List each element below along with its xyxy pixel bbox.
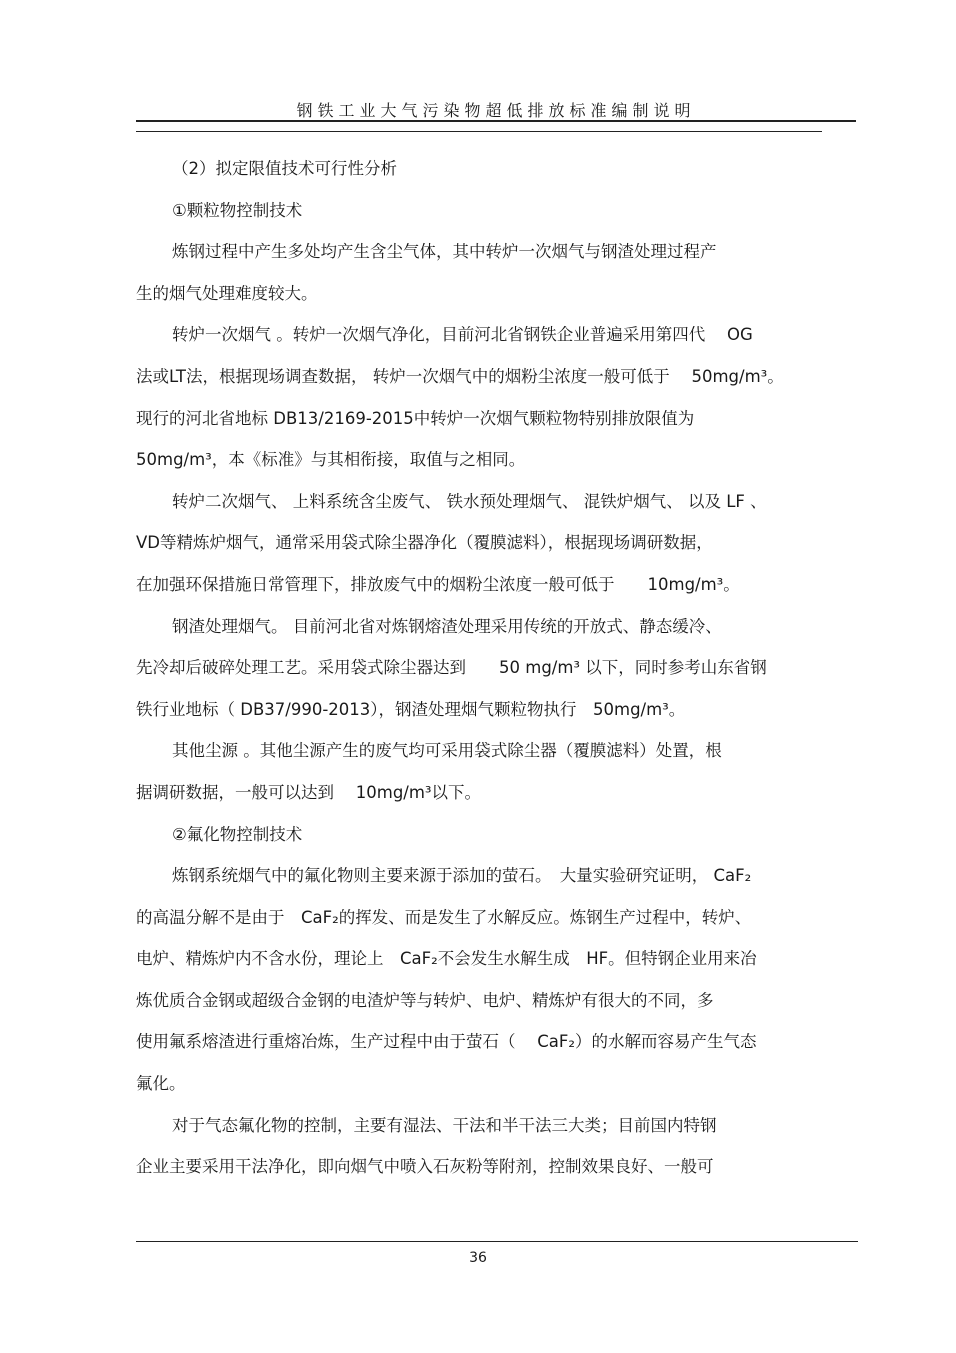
text-line: 转炉一次烟气 。转炉一次烟气净化，目前河北省钢铁企业普遍采用第四代 OG	[172, 325, 753, 345]
text-line: 企业主要采用干法净化，即向烟气中喷入石灰粉等附剂，控制效果良好、一般可	[136, 1157, 714, 1177]
text-line: 炼优质合金钢或超级合金钢的电渣炉等与转炉、电炉、精炼炉有很大的不同，多	[136, 990, 714, 1010]
text-line: 对于气态氟化物的控制，主要有湿法、干法和半干法三大类；目前国内特钢	[172, 1115, 717, 1135]
text-line: ①颗粒物控制技术	[172, 200, 303, 220]
body-text	[136, 148, 826, 1188]
page-number: 36	[469, 1250, 487, 1266]
text-line: 钢渣处理烟气。 目前河北省对炼钢熔渣处理采用传统的开放式、静态缓冷、	[172, 616, 722, 636]
text-line: 先冷却后破碎处理工艺。采用袋式除尘器达到 50 mg/m³ 以下，同时参考山东省钢	[136, 658, 767, 678]
text-line: 的高温分解不是由于 CaF₂的挥发、而是发生了水解反应。炼钢生产过程中，转炉、	[136, 907, 752, 927]
text-line: 使用氟系熔渣进行重熔冶炼，生产过程中由于萤石（ CaF₂）的水解而容易产生气态	[136, 1032, 757, 1052]
text-line: 氟化。	[136, 1074, 186, 1094]
text-line: 其他尘源 。其他尘源产生的废气均可采用袋式除尘器（覆膜滤料）处置，根	[172, 741, 722, 761]
text-line: 铁行业地标（ DB37/990-2013），钢渣处理烟气颗粒物执行 50mg/m³。	[136, 699, 686, 719]
text-line: VD等精炼炉烟气，通常采用袋式除尘器净化（覆膜滤料），根据现场调研数据，	[136, 533, 713, 553]
text-line: 在加强环保措施日常管理下，排放废气中的烟粉尘浓度一般可低于 10mg/m³。	[136, 574, 740, 594]
text-line: 生的烟气处理难度较大。	[136, 283, 318, 303]
text-line: 法或LT法，根据现场调查数据， 转炉一次烟气中的烟粉尘浓度一般可低于 50mg/m³。	[136, 366, 784, 386]
text-line: 现行的河北省地标 DB13/2169-2015中转炉一次烟气颗粒物特别排放限值为	[136, 408, 695, 428]
header-rule-thin	[136, 131, 822, 132]
text-line: 炼钢过程中产生多处均产生含尘气体，其中转炉一次烟气与钢渣处理过程产	[172, 242, 717, 262]
text-line: （2）拟定限值技术可行性分析	[172, 159, 397, 178]
running-header: 钢铁工业大气污染物超低排放标准编制说明	[296, 101, 696, 120]
text-line: ②氟化物控制技术	[172, 824, 303, 844]
header-rule-thick	[136, 120, 856, 122]
text-line: 转炉二次烟气、 上料系统含尘废气、 铁水预处理烟气、 混铁炉烟气、 以及 LF 、	[172, 491, 767, 511]
text-line: 据调研数据，一般可以达到 10mg/m³以下。	[136, 782, 482, 802]
text-line: 电炉、精炼炉内不含水份，理论上 CaF₂不会发生水解生成 HF。但特钢企业用来冶	[136, 949, 757, 969]
footer-rule	[136, 1241, 858, 1242]
text-line: 炼钢系统烟气中的氟化物则主要来源于添加的萤石。 大量实验研究证明， CaF₂	[172, 866, 752, 886]
text-line: 50mg/m³，本《标准》与其相衔接，取值与之相同。	[136, 450, 526, 470]
